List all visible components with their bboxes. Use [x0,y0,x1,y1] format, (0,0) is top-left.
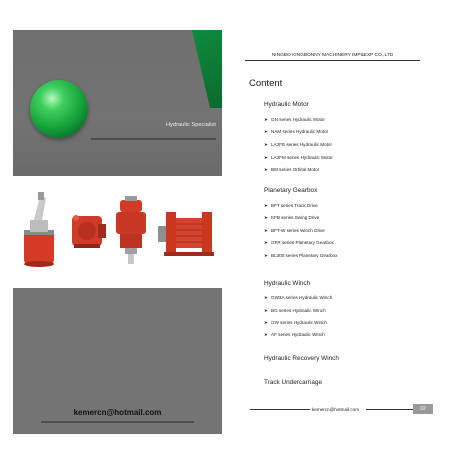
back-divider [41,421,194,423]
hydraulic-pump-image [72,215,106,248]
company-name: NINGBO KINGBONNY MACHINERY IMP&EXP CO.,LTD [271,53,394,58]
list-item: ➤ BFT series Track Drive [264,203,318,208]
section-heading: Hydraulic Recovery Winch [264,355,339,362]
back-email: kemercn@hotmail.com [73,408,162,417]
arrow-bullet-icon: ➤ [264,253,268,258]
list-item: ➤ GW3A series Hydraulic Winch [264,295,333,300]
arrow-bullet-icon: ➤ [264,240,268,245]
hydraulic-motor-image [24,192,54,267]
green-corner-accent [192,30,222,108]
list-item: ➤ NAM series Hydraulic Motor [264,129,329,134]
arrow-bullet-icon: ➤ [264,228,268,233]
section-heading: Track Undercarriage [264,379,323,386]
cover-subtitle: Hydraulic Specialist [166,122,216,128]
list-item: ➤ KFB series Swing Drive [264,215,320,220]
section-heading: Hydraulic Winch [264,280,311,287]
back-slide [13,288,222,434]
arrow-bullet-icon: ➤ [264,320,268,325]
content-title: Content [249,78,283,89]
page-number-badge: 02 [413,404,433,414]
list-item: ➤ GFR series Planetary Gearbox [264,240,334,245]
list-item: ➤ BM series Orbital Motor [264,167,320,172]
product-images [20,190,218,270]
footer-email: kemercn@hotmail.com [312,407,360,412]
arrow-bullet-icon: ➤ [264,129,268,134]
hydraulic-winch-image [158,212,214,256]
section-heading: Hydraulic Motor [264,101,309,108]
list-item: ➤ LA2FE series Hydraulic Motor [264,142,333,147]
green-sphere-logo [30,80,88,138]
list-item: ➤ BL300 series Planetary Gearbox [264,253,338,258]
arrow-bullet-icon: ➤ [264,117,268,122]
list-item: ➤ GW series Hydraulic Winch [264,320,327,325]
footer-rule-right [366,409,414,410]
list-item: ➤ AF series Hydraulic Winch [264,332,325,337]
arrow-bullet-icon: ➤ [264,295,268,300]
header-rule [245,60,420,61]
list-item: ➤ BG series Hydraulic Winch [264,308,326,313]
planetary-gearbox-image [116,196,146,264]
section-heading: Planetary Gearbox [264,187,318,194]
arrow-bullet-icon: ➤ [264,142,268,147]
cover-slide [13,30,222,176]
arrow-bullet-icon: ➤ [264,215,268,220]
arrow-bullet-icon: ➤ [264,155,268,160]
list-item: ➤ LA2FM series Hydraulic Motor [264,155,333,160]
cover-divider [91,138,216,140]
arrow-bullet-icon: ➤ [264,167,268,172]
list-item: ➤ BFT-W series Winch Drive [264,228,325,233]
list-item: ➤ GN series Hydraulic Motor [264,117,325,122]
arrow-bullet-icon: ➤ [264,203,268,208]
arrow-bullet-icon: ➤ [264,308,268,313]
arrow-bullet-icon: ➤ [264,332,268,337]
footer-rule-left [250,409,310,410]
